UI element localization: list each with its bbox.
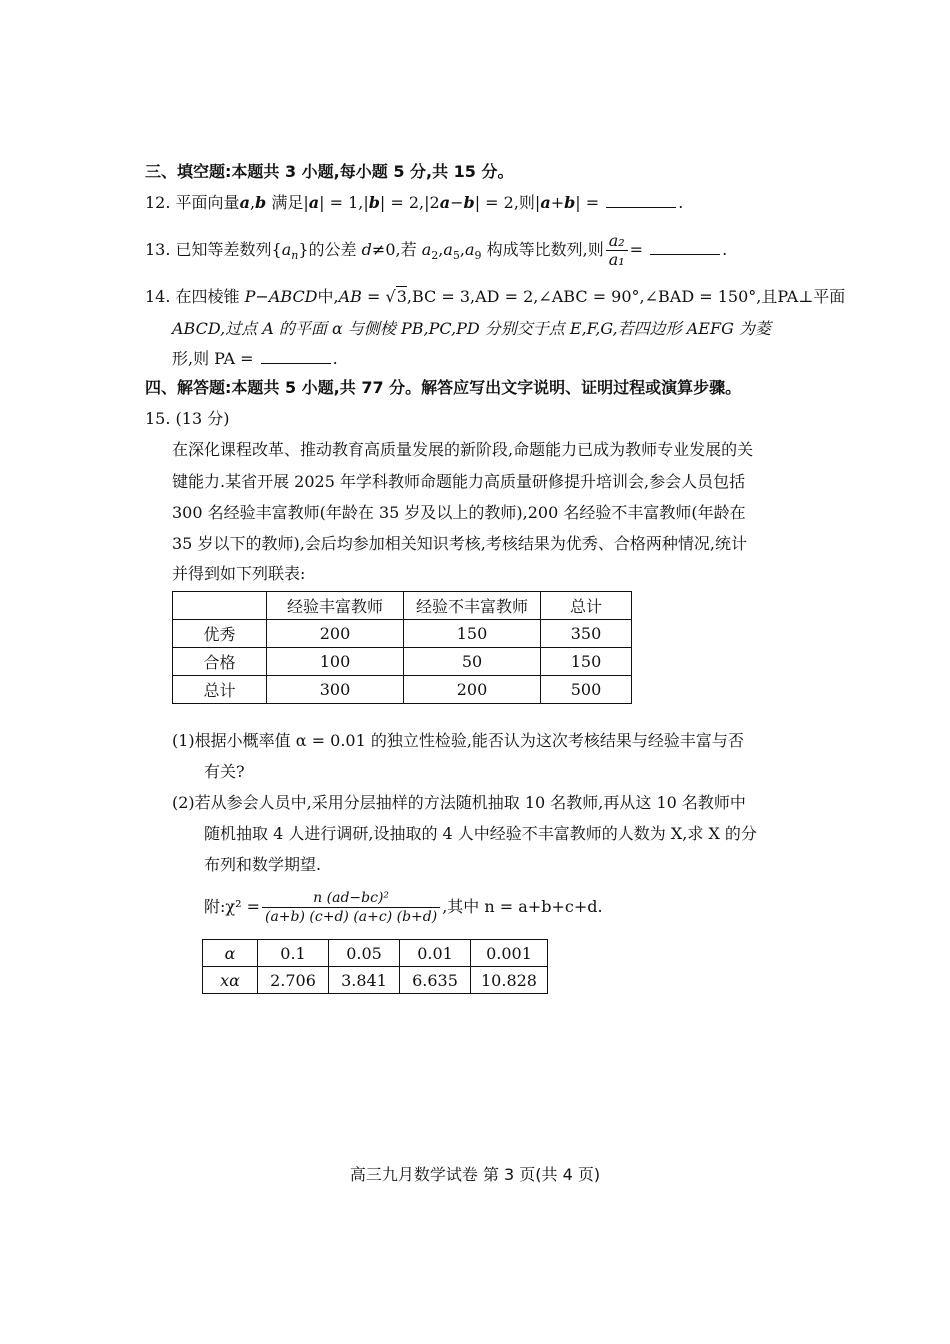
q13-text-a: 已知等差数列{ (175, 240, 282, 259)
question-14-line2: ABCD,过点 A 的平面 α 与侧棱 PB,PC,PD 分别交于点 E,F,G,若四边形 AEFG 为菱 (172, 319, 771, 338)
q15-part2-line1: (2)若从参会人员中,采用分层抽样的方法随机抽取 10 名教师,再从这 10 名教师中 (172, 793, 746, 812)
q15-para-line: 在深化课程改革、推动教育高质量发展的新阶段,命题能力已成为教师专业发展的关 (172, 440, 754, 459)
table-cell: 500 (541, 676, 632, 704)
formula-suffix: ,其中 n = a+b+c+d. (442, 897, 603, 916)
table-cell: 150 (404, 620, 541, 648)
table-cell: 0.01 (400, 940, 471, 967)
table-cell: 50 (404, 648, 541, 676)
q15-number: 15. (145, 409, 171, 428)
table-cell: 2.706 (258, 967, 329, 994)
question-14-line1: 14. 在四棱锥 P−ABCD中,AB = √3,BC = 3,AD = 2,∠ABC = 90°,∠BAD = 150°,且PA⊥平面 (145, 287, 846, 306)
answer-blank-13 (650, 238, 720, 255)
q15-part2-line2: 随机抽取 4 人进行调研,设抽取的 4 人中经验不丰富教师的人数为 X,求 X 的分 (204, 824, 757, 843)
q14-text-a: 在四棱锥 (175, 287, 240, 306)
table-row (203, 940, 548, 967)
q12-text-e: | = 2,则| (474, 193, 541, 212)
q12-end: . (678, 193, 684, 212)
q12-text-d: | = 2,|2 (379, 193, 440, 212)
contingency-table (172, 591, 632, 704)
table-cell: 300 (267, 676, 404, 704)
q12-text-b: 满足| (271, 193, 309, 212)
q13-end: . (722, 240, 728, 259)
table-cell: 0.001 (471, 940, 548, 967)
table-cell: 总计 (173, 676, 267, 704)
table-row (173, 648, 632, 676)
q14-end: . (332, 349, 338, 368)
q15-part2-line3: 布列和数学期望. (204, 855, 322, 874)
section3-heading: 三、填空题:本题共 3 小题,每小题 5 分,共 15 分。 (145, 162, 514, 181)
table-cell: xα (203, 967, 258, 994)
table-row (203, 967, 548, 994)
q12-number: 12. (145, 193, 171, 212)
q14-text-l3: 形,则 PA = (172, 349, 254, 368)
q13-fraction: $\frac{\text{a₂}}{\text{a₁}}$ (606, 232, 628, 269)
table-cell: 合格 (173, 648, 267, 676)
chi-square-formula (204, 885, 603, 929)
q12-text-f: | = (575, 193, 600, 212)
q12-text-c: | = 1,| (319, 193, 369, 212)
table-cell: 100 (267, 648, 404, 676)
table-header: 经验丰富教师 (267, 592, 404, 620)
question-12: 12. 平面向量a,b 满足|a| = 1,|b| = 2,|2a−b| = 2,则|a+b| = . (145, 193, 684, 212)
question-13: 13. 已知等差数列$\{a_n\}$的公差 d≠0,若 $a_2,a_5,a_9$ 构成等比数列,则 $\frac{\text{a₂}}{\text{a₁}}$ = . (145, 231, 728, 269)
answer-blank-12 (606, 191, 676, 208)
q14-text-c: ,BC = 3,AD = 2,∠ABC = 90°,∠BAD = 150°,且PA⊥平面 (406, 287, 846, 306)
q12-text: 平面向量 (175, 193, 240, 212)
q15-para-line: 键能力.某省开展 2025 年学科教师命题能力高质量研修提升培训会,参会人员包括 (172, 472, 746, 491)
table-cell: 0.05 (329, 940, 400, 967)
q13-eq: = (629, 240, 644, 259)
table-row (173, 620, 632, 648)
answer-blank-14 (261, 347, 331, 364)
page-footer: 高三九月数学试卷 第 3 页(共 4 页) (349, 1165, 601, 1184)
table-header: 总计 (541, 592, 632, 620)
q14-text-b: 中, (317, 287, 339, 306)
q13-text-b: }的公差 (298, 240, 357, 259)
q15-part1-line2: 有关? (204, 762, 245, 781)
table-row (173, 676, 632, 704)
formula-prefix: 附:χ² = (204, 897, 260, 916)
table-cell: 200 (267, 620, 404, 648)
q13-number: 13. (145, 240, 171, 259)
question-15-header (145, 407, 229, 431)
question-14-line3 (172, 347, 338, 371)
q13-text-d: 构成等比数列,则 (486, 240, 604, 259)
table-header: 经验不丰富教师 (404, 592, 541, 620)
table-cell: α (203, 940, 258, 967)
q13-text-c: ≠0,若 (371, 240, 417, 259)
table-cell: 3.841 (329, 967, 400, 994)
table-cell: 优秀 (173, 620, 267, 648)
critical-value-table (202, 939, 548, 994)
q14-number: 14. (145, 287, 171, 306)
table-cell: 6.635 (400, 967, 471, 994)
table-cell: 0.1 (258, 940, 329, 967)
table-cell: 150 (541, 648, 632, 676)
q15-para-line: 300 名经验丰富教师(年龄在 35 岁及以上的教师),200 名经验不丰富教师(年龄在 (172, 503, 746, 522)
table-cell: 350 (541, 620, 632, 648)
formula-fraction: $\frac{\text{n (ad−bc)²}}{(a+b) (c+d) (a+c) (b+d)}$ (262, 889, 440, 926)
section4-heading: 四、解答题:本题共 5 小题,共 77 分。解答应写出文字说明、证明过程或演算步骤。 (145, 378, 742, 397)
table-header (173, 592, 267, 620)
table-cell: 10.828 (471, 967, 548, 994)
q15-score: (13 分) (175, 409, 230, 428)
q15-para-line: 35 岁以下的教师),会后均参加相关知识考核,考核结果为优秀、合格两种情况,统计 (172, 534, 747, 553)
q15-para-line: 并得到如下列联表: (172, 564, 306, 583)
q15-part1-line1: (1)根据小概率值 α = 0.01 的独立性检验,能否认为这次考核结果与经验丰富与否 (172, 731, 744, 750)
table-cell: 200 (404, 676, 541, 704)
